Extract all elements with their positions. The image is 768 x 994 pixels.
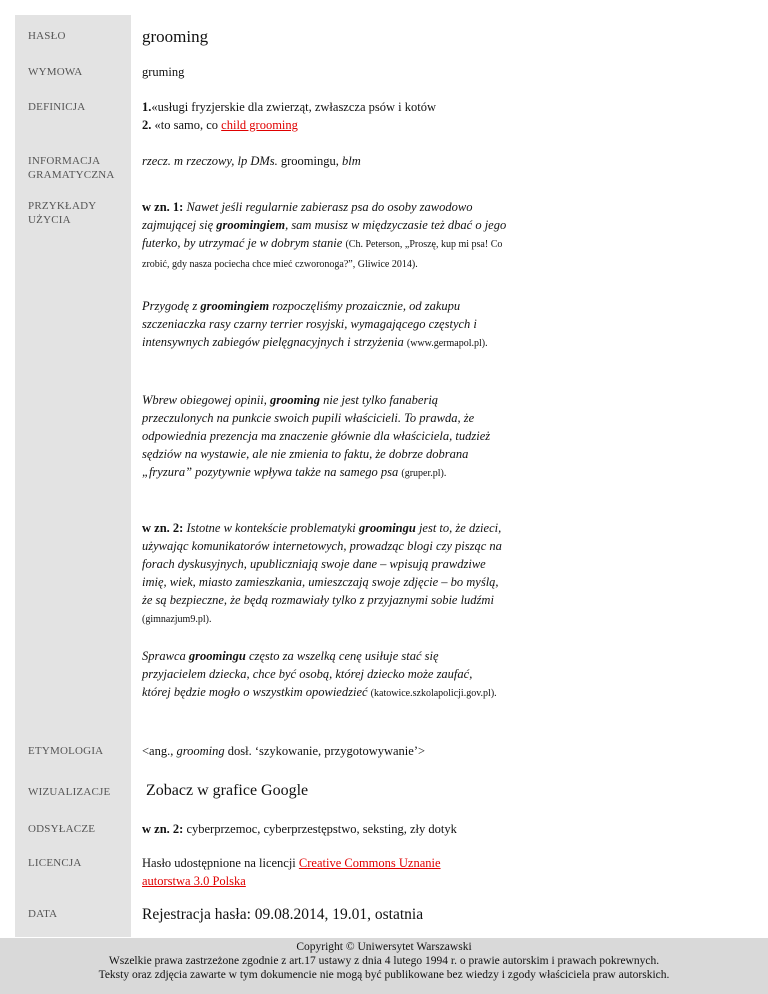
headword: grooming [142, 27, 209, 46]
label-wizualizacje: WIZUALIZACJE [28, 786, 111, 798]
label-line: GRAMATYCZNA [28, 169, 115, 181]
grammar-italic: blm [342, 154, 361, 168]
source-text: gruper.pl [404, 468, 441, 479]
grammar-info [142, 152, 512, 170]
definition-2 [142, 116, 512, 134]
license-text: Hasło udostępnione na licencji [142, 856, 299, 870]
example-text: Nawet jeśli regularnie zabierasz psa do osoby zawodowo zajmującej się [142, 200, 473, 232]
label-haslo: HASŁO [28, 30, 66, 42]
label-wymowa: WYMOWA [28, 66, 83, 78]
pronunciation: gruming [142, 65, 185, 79]
label-definicja: DEFINICJA [28, 101, 86, 113]
definitions [142, 98, 512, 134]
label-przyklady-uzycia [28, 199, 138, 227]
example-keyword: groomingu [358, 521, 416, 535]
example-text: Przygodę z [142, 299, 201, 313]
copyright-footer [0, 938, 768, 994]
label-odsylacze: ODSYŁACZE [28, 823, 96, 835]
example-sense-lead: w zn. 2: [142, 521, 184, 535]
example-sense-lead: w zn. 1: [142, 200, 184, 214]
example-keyword: groomingiem [216, 218, 286, 232]
label-licencja: LICENCJA [28, 857, 82, 869]
registration-date: Rejestracja hasła: 09.08.2014, 19.01, ostatnia [142, 906, 424, 923]
google-images-link[interactable]: Zobacz w grafice Google [146, 782, 309, 799]
source-text: Ch. Peterson, „Proszę, kup mi psa! Co zrobić, gdy nasza pociecha chce mieć czworonoga?”, Gliwice 2014 [142, 239, 503, 270]
example-source: (www.germapol.pl). [406, 338, 488, 349]
license [142, 854, 462, 890]
label-data: DATA [28, 908, 58, 920]
example-text: nie jest tylko fanaberią przeczulonych na punkcie swoich pupili właścicieli. To prawda, że odpowiednia prezencja ma znaczenie głównie dla właściciela, tudzież sędziów na wystawie, ale nie zmienia to faktu, że dobrze dobrana „fryzura” pozytywnie wpływa także na samego psa [142, 393, 491, 479]
cross-references [142, 820, 542, 838]
example-text: często za wszelką cenę usiłuje stać się przyjacielem dziecka, chce być osobą, której dziecko może zaufać, której będzie mogło o wszystkim opowiedzieć [142, 649, 473, 699]
definition-1 [142, 98, 512, 116]
example-text: , sam musisz w międzyczasie też dbać o jego futerko, by utrzymać je w dobrym stanie [142, 218, 507, 250]
example-source: (gruper.pl). [401, 468, 447, 479]
example-source: (Ch. Peterson, „Proszę, kup mi psa! Co zrobić, gdy nasza pociecha chce mieć czworonoga?”, Gliwice 2014). [142, 239, 503, 270]
example-2 [142, 297, 502, 353]
etymology [142, 742, 542, 760]
definition-number: 1. [142, 100, 152, 114]
footer-line: Wszelkie prawa zastrzeżone zgodnie z art.17 ustawy z dnia 4 lutego 1994 r. o prawie autorskim i prawach pokrewnych. [108, 955, 660, 967]
example-5 [142, 647, 502, 703]
example-text: rozpoczęliśmy prozaicznie, od zakupu szczeniaczka rasy czarny terrier rosyjski, wymagającego częstych i intensywnych zabiegów pielęgnacyjnych i strzyżenia [142, 299, 477, 349]
footer-line: Copyright © Uniwersytet Warszawski [296, 941, 472, 953]
label-line: INFORMACJA [28, 155, 101, 167]
crossref-text: cyberprzemoc, cyberprzestępstwo, seksting, zły dotyk [183, 822, 457, 836]
footer-line: Teksty oraz zdjęcia zawarte w tym dokumencie nie mogą być publikowane bez wiedzy i zgody właściciela praw autorskich. [98, 969, 670, 981]
crossref-lead: w zn. 2: [142, 822, 184, 836]
etymology-text: dosł. ‘szykowanie, przygotowywanie’> [224, 744, 426, 758]
example-source: (gimnazjum9.pl). [142, 614, 212, 625]
definition-number: 2. [142, 118, 152, 132]
example-keyword: groomingu [188, 649, 246, 663]
example-text: Istotne w kontekście problematyki [183, 521, 359, 535]
example-3 [142, 391, 502, 483]
label-line: UŻYCIA [28, 214, 71, 226]
etymology-term: grooming [176, 744, 225, 758]
example-keyword: grooming [270, 393, 321, 407]
definition-text: «usługi fryzjerskie dla zwierząt, zwłaszcza psów i kotów [151, 100, 436, 114]
grammar-italic: rzecz. m rzeczowy, lp DMs. [142, 154, 278, 168]
example-1 [142, 198, 507, 274]
label-etymologia: ETYMOLOGIA [28, 745, 104, 757]
definition-text: «to samo, co [151, 118, 222, 132]
example-text: Wbrew obiegowej opinii, [142, 393, 270, 407]
example-source: (katowice.szkolapolicji.gov.pl). [370, 688, 497, 699]
license-link[interactable]: Creative Commons Uznanie autorstwa 3.0 Polska [142, 856, 441, 888]
example-4 [142, 519, 502, 629]
label-line: PRZYKŁADY [28, 200, 97, 212]
child-grooming-link[interactable]: child grooming [221, 118, 298, 132]
label-informacja-gramatyczna [28, 154, 138, 182]
etymology-text: <ang., [142, 744, 177, 758]
example-text: Sprawca [142, 649, 189, 663]
example-keyword: groomingiem [200, 299, 270, 313]
source-text: gimnazjum9.pl [145, 614, 206, 625]
source-text: katowice.szkolapolicji.gov.pl [374, 688, 491, 699]
example-text: jest to, że dzieci, używając komunikatorów internetowych, prowadząc blogi czy pisząc na forach dyskusyjnych, upubliczniają swoje dane – wpisują prawdziwe imię, wiek, miasto zamieszkania, umieszczają swoje zdjęcie – bo myślą, że są bezpieczne, że będą rozmawiały tylko z przyjaznymi sobie ludźmi [142, 521, 502, 607]
source-text: www.germapol.pl [410, 338, 482, 349]
grammar-plain: groomingu, [277, 154, 342, 168]
